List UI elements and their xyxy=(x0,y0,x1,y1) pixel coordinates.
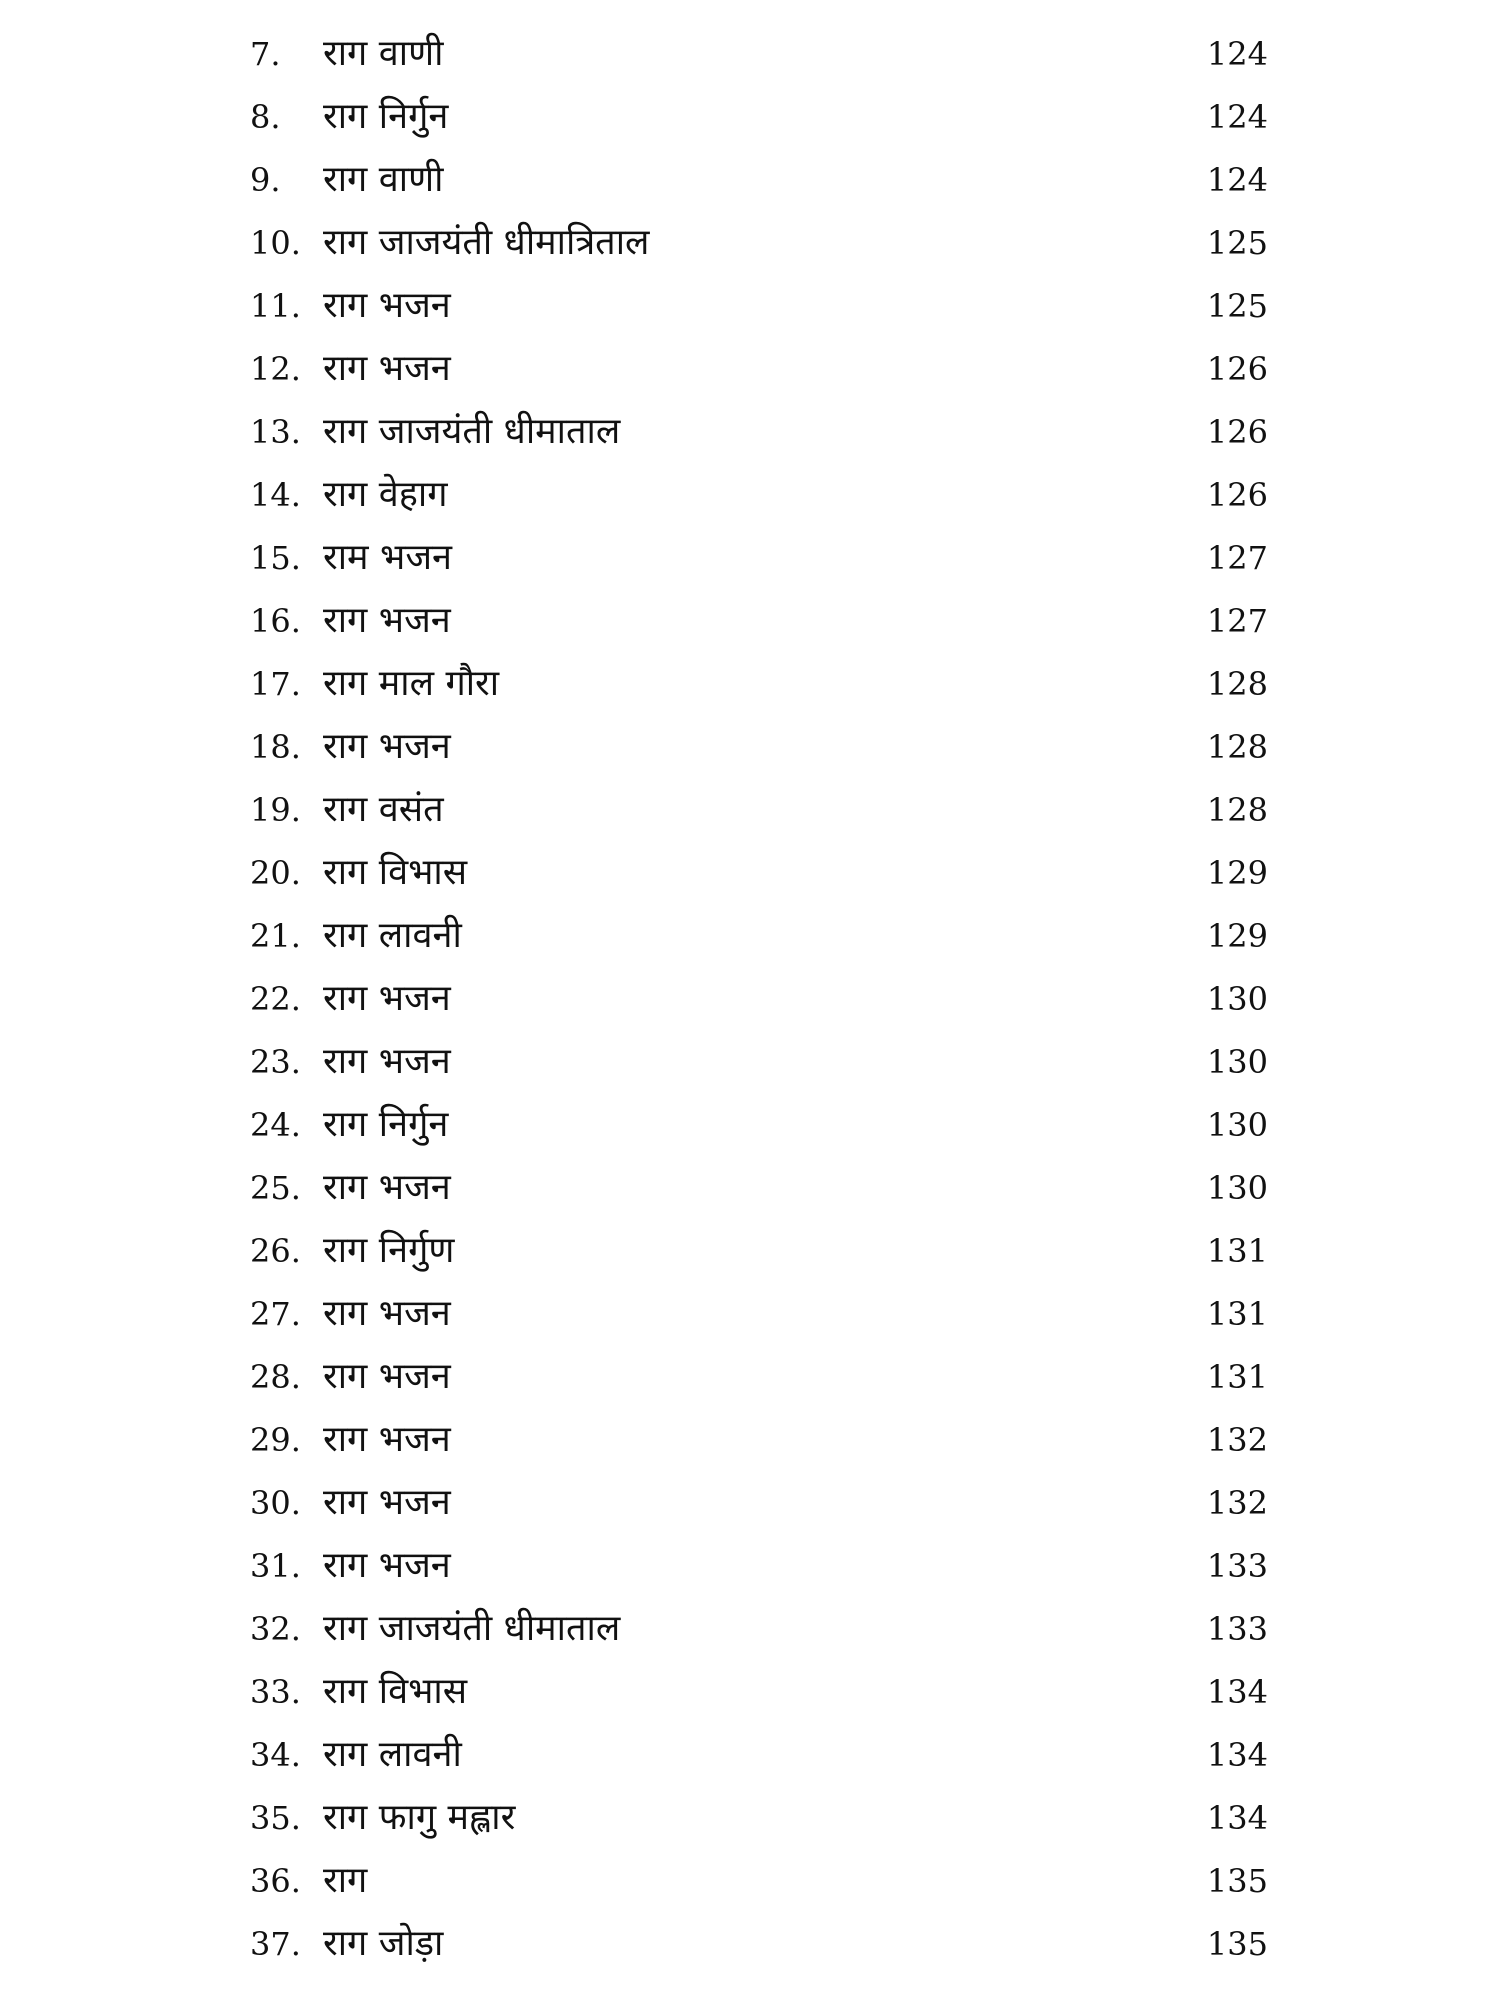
toc-entry-title: राग भजन xyxy=(323,1419,451,1460)
toc-entry-title: राग भजन xyxy=(323,1293,451,1334)
toc-entry-number: 17. xyxy=(250,665,301,703)
toc-entry-number: 9. xyxy=(250,161,281,199)
toc-entry-page-number: 132 xyxy=(1206,1484,1268,1522)
toc-entry-page-number: 124 xyxy=(1206,35,1268,73)
toc-entry-title: राग वसंत xyxy=(323,789,444,830)
toc-entry xyxy=(0,1668,1500,1731)
table-of-contents xyxy=(0,30,1500,1983)
toc-entry-page-number: 134 xyxy=(1206,1673,1268,1711)
toc-entry-page-number: 128 xyxy=(1206,791,1268,829)
toc-entry-title: राग जाजयंती धीमाताल xyxy=(323,411,621,452)
toc-entry-page-number: 124 xyxy=(1206,161,1268,199)
toc-entry-page-number: 135 xyxy=(1206,1925,1268,1963)
toc-entry xyxy=(0,723,1500,786)
toc-entry-title: राग xyxy=(323,1860,368,1901)
toc-entry-title: राग भजन xyxy=(323,600,451,641)
toc-entry xyxy=(0,975,1500,1038)
toc-entry-number: 21. xyxy=(250,917,301,955)
toc-entry-number: 19. xyxy=(250,791,301,829)
toc-entry-title: राग भजन xyxy=(323,726,451,767)
toc-entry-number: 22. xyxy=(250,980,301,1018)
toc-entry-title: राग भजन xyxy=(323,978,451,1019)
toc-entry-page-number: 130 xyxy=(1206,980,1268,1018)
toc-entry xyxy=(0,1227,1500,1290)
toc-entry-page-number: 135 xyxy=(1206,1862,1268,1900)
toc-entry-title: राग भजन xyxy=(323,348,451,389)
toc-entry-page-number: 126 xyxy=(1206,413,1268,451)
toc-entry-title: राग फागु मह्लार xyxy=(323,1797,516,1838)
toc-entry xyxy=(0,534,1500,597)
toc-entry xyxy=(0,1920,1500,1983)
toc-entry xyxy=(0,1857,1500,1920)
toc-entry-page-number: 125 xyxy=(1206,224,1268,262)
toc-entry-title: राग जोड़ा xyxy=(323,1923,444,1964)
toc-entry-number: 35. xyxy=(250,1799,301,1837)
toc-entry xyxy=(0,282,1500,345)
toc-entry-number: 12. xyxy=(250,350,301,388)
toc-entry-title: राग भजन xyxy=(323,1041,451,1082)
toc-entry xyxy=(0,1542,1500,1605)
toc-entry-page-number: 124 xyxy=(1206,98,1268,136)
toc-entry xyxy=(0,849,1500,912)
toc-entry-page-number: 128 xyxy=(1206,728,1268,766)
toc-entry-number: 14. xyxy=(250,476,301,514)
toc-entry xyxy=(0,1290,1500,1353)
toc-entry-page-number: 126 xyxy=(1206,476,1268,514)
toc-entry xyxy=(0,408,1500,471)
toc-entry-page-number: 131 xyxy=(1206,1295,1268,1333)
toc-entry-page-number: 128 xyxy=(1206,665,1268,703)
toc-entry-number: 27. xyxy=(250,1295,301,1333)
toc-entry-page-number: 127 xyxy=(1206,602,1268,640)
toc-entry-number: 33. xyxy=(250,1673,301,1711)
toc-entry-title: राग जाजयंती धीमात्रिताल xyxy=(323,222,650,263)
toc-entry-title: राग विभास xyxy=(323,1671,468,1712)
toc-entry-number: 37. xyxy=(250,1925,301,1963)
toc-entry-title: राग भजन xyxy=(323,285,451,326)
toc-entry xyxy=(0,471,1500,534)
toc-entry-title: राम भजन xyxy=(323,537,453,578)
toc-entry-number: 31. xyxy=(250,1547,301,1585)
toc-entry xyxy=(0,660,1500,723)
toc-entry-number: 18. xyxy=(250,728,301,766)
toc-entry-number: 10. xyxy=(250,224,301,262)
toc-entry-page-number: 131 xyxy=(1206,1358,1268,1396)
toc-entry-title: राग लावनी xyxy=(323,915,462,956)
toc-entry-page-number: 134 xyxy=(1206,1799,1268,1837)
toc-entry-number: 20. xyxy=(250,854,301,892)
toc-entry xyxy=(0,1164,1500,1227)
toc-entry-number: 8. xyxy=(250,98,281,136)
toc-entry xyxy=(0,345,1500,408)
toc-entry-number: 7. xyxy=(250,35,281,73)
toc-entry-page-number: 125 xyxy=(1206,287,1268,325)
toc-entry xyxy=(0,597,1500,660)
toc-entry-page-number: 133 xyxy=(1206,1610,1268,1648)
toc-entry-title: राग भजन xyxy=(323,1167,451,1208)
toc-entry xyxy=(0,1479,1500,1542)
toc-entry xyxy=(0,1605,1500,1668)
toc-entry xyxy=(0,156,1500,219)
toc-entry-page-number: 127 xyxy=(1206,539,1268,577)
toc-entry xyxy=(0,1353,1500,1416)
toc-entry-page-number: 131 xyxy=(1206,1232,1268,1270)
toc-entry-number: 13. xyxy=(250,413,301,451)
toc-entry-number: 26. xyxy=(250,1232,301,1270)
toc-entry-number: 25. xyxy=(250,1169,301,1207)
toc-entry-number: 36. xyxy=(250,1862,301,1900)
toc-entry-number: 32. xyxy=(250,1610,301,1648)
toc-entry-page-number: 129 xyxy=(1206,917,1268,955)
toc-entry-number: 28. xyxy=(250,1358,301,1396)
toc-entry-page-number: 132 xyxy=(1206,1421,1268,1459)
toc-entry-page-number: 134 xyxy=(1206,1736,1268,1774)
toc-entry-page-number: 126 xyxy=(1206,350,1268,388)
toc-entry xyxy=(0,93,1500,156)
toc-entry-title: राग वाणी xyxy=(323,159,444,200)
toc-entry-number: 29. xyxy=(250,1421,301,1459)
toc-entry-title: राग वाणी xyxy=(323,33,444,74)
toc-entry-title: राग निर्गुण xyxy=(323,1230,455,1271)
toc-entry-page-number: 133 xyxy=(1206,1547,1268,1585)
toc-entry-page-number: 130 xyxy=(1206,1169,1268,1207)
toc-entry-title: राग लावनी xyxy=(323,1734,462,1775)
toc-entry-number: 24. xyxy=(250,1106,301,1144)
toc-entry xyxy=(0,786,1500,849)
toc-entry xyxy=(0,912,1500,975)
toc-entry-number: 34. xyxy=(250,1736,301,1774)
toc-entry-number: 15. xyxy=(250,539,301,577)
toc-entry-title: राग भजन xyxy=(323,1356,451,1397)
toc-entry-title: राग भजन xyxy=(323,1545,451,1586)
toc-entry-title: राग निर्गुन xyxy=(323,96,449,137)
toc-entry-title: राग जाजयंती धीमाताल xyxy=(323,1608,621,1649)
toc-entry-title: राग विभास xyxy=(323,852,468,893)
toc-entry-title: राग माल गौरा xyxy=(323,663,500,704)
toc-entry xyxy=(0,1794,1500,1857)
toc-entry-page-number: 130 xyxy=(1206,1106,1268,1144)
toc-entry xyxy=(0,1731,1500,1794)
toc-entry-title: राग भजन xyxy=(323,1482,451,1523)
toc-entry xyxy=(0,1038,1500,1101)
toc-entry-number: 23. xyxy=(250,1043,301,1081)
toc-entry xyxy=(0,1101,1500,1164)
toc-entry-number: 30. xyxy=(250,1484,301,1522)
toc-entry-title: राग वेहाग xyxy=(323,474,448,515)
toc-entry xyxy=(0,219,1500,282)
toc-entry-number: 11. xyxy=(250,287,301,325)
toc-entry-page-number: 129 xyxy=(1206,854,1268,892)
toc-entry xyxy=(0,30,1500,93)
toc-entry-number: 16. xyxy=(250,602,301,640)
toc-entry-title: राग निर्गुन xyxy=(323,1104,449,1145)
toc-entry-page-number: 130 xyxy=(1206,1043,1268,1081)
toc-entry xyxy=(0,1416,1500,1479)
